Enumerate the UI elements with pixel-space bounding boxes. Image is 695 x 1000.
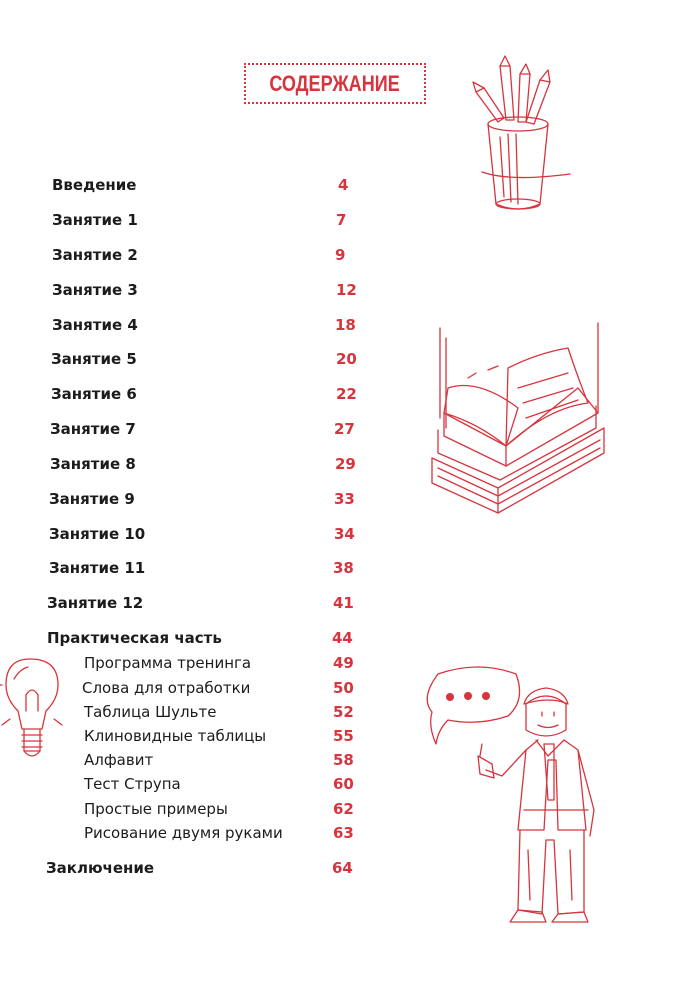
toc-entry-label: Простые примеры	[84, 800, 228, 818]
toc-entry-label: Занятие 6	[51, 385, 137, 403]
toc-entry-label: Занятие 2	[52, 246, 138, 264]
pencil-cup-icon	[470, 62, 590, 222]
open-books-icon	[428, 318, 608, 518]
toc-entry-label: Занятие 4	[52, 316, 138, 334]
toc-entry-page: 55	[333, 727, 354, 745]
toc-entry-label: Рисование двумя руками	[84, 824, 283, 842]
toc-entry-page: 22	[336, 385, 357, 403]
light-bulb-icon	[0, 655, 72, 767]
toc-entry-page: 58	[333, 751, 354, 769]
toc-entry-label: Занятие 9	[49, 490, 135, 508]
toc-entry-page: 34	[334, 525, 355, 543]
toc-entry	[0, 626, 695, 650]
toc-entry-page: 64	[332, 859, 353, 877]
toc-entry-label: Занятие 8	[50, 455, 136, 473]
toc-entry	[0, 208, 695, 232]
toc-entry-label: Занятие 5	[51, 350, 137, 368]
toc-entry-label: Практическая часть	[47, 629, 222, 647]
toc-entry-label: Занятие 10	[49, 525, 146, 543]
toc-entry-label: Занятие 3	[52, 281, 138, 299]
toc-entry-page: 50	[333, 679, 354, 697]
toc-entry-label: Занятие 7	[50, 420, 136, 438]
toc-entry-page: 44	[332, 629, 353, 647]
toc-entry-label: Введение	[52, 176, 137, 194]
toc-entry-page: 20	[336, 350, 357, 368]
toc-entry-page: 12	[336, 281, 357, 299]
toc-entry-label: Программа тренинга	[84, 654, 252, 672]
toc-entry-page: 7	[336, 211, 347, 229]
toc-entry-label: Занятие 12	[47, 594, 144, 612]
toc-entry-page: 38	[333, 559, 354, 577]
toc-entry	[0, 522, 695, 546]
toc-entry-page: 18	[335, 316, 356, 334]
toc-entry-page: 49	[333, 654, 354, 672]
toc-entry-label: Тест Струпа	[84, 775, 181, 793]
toc-entry	[0, 278, 695, 302]
page-title: СОДЕРЖАНИЕ	[269, 70, 401, 96]
toc-entry-page: 29	[335, 455, 356, 473]
toc-entry-page: 60	[333, 775, 354, 793]
toc-entry-page: 63	[333, 824, 354, 842]
toc-entry-page: 41	[333, 594, 354, 612]
speaking-man-icon	[418, 660, 618, 930]
toc-entry-page: 52	[333, 703, 354, 721]
toc-entry-page: 27	[334, 420, 355, 438]
toc-entry-label: Клиновидные таблицы	[84, 727, 267, 745]
toc-entry	[0, 591, 695, 615]
toc-entry	[0, 173, 695, 197]
toc-entry-label: Заключение	[46, 859, 155, 877]
toc-entry-page: 62	[333, 800, 354, 818]
toc-entry-label: Занятие 1	[52, 211, 138, 229]
toc-entry-page: 4	[338, 176, 349, 194]
toc-entry-label: Алфавит	[84, 751, 154, 769]
toc-entry-label: Слова для отработки	[82, 679, 251, 697]
toc-entry-label: Занятие 11	[49, 559, 146, 577]
toc-entry	[0, 556, 695, 580]
toc-entry	[0, 243, 695, 267]
toc-entry-label: Таблица Шульте	[84, 703, 217, 721]
toc-entry-page: 33	[334, 490, 355, 508]
toc-entry-page: 9	[335, 246, 346, 264]
